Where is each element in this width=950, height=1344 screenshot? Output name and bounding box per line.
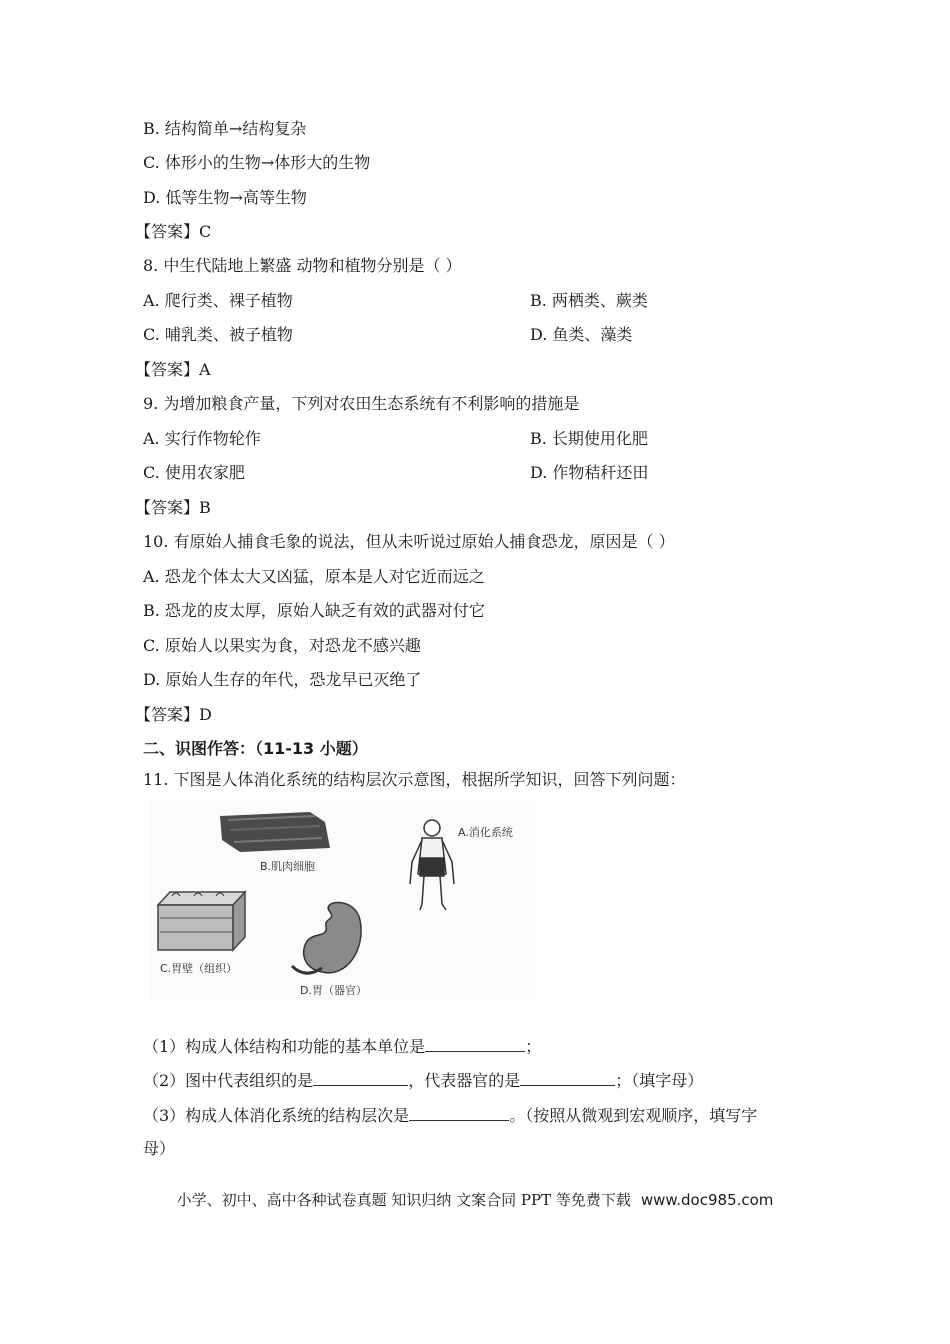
label-stomach: D.胃（器官） bbox=[300, 984, 367, 997]
q11-sub1-blank[interactable] bbox=[425, 1035, 525, 1052]
q8-stem: 8. 中生代陆地上繁盛 动物和植物分别是（ ） bbox=[143, 256, 462, 275]
q9-option-a: A. 实行作物轮作 bbox=[143, 429, 261, 448]
q9-option-d: D. 作物秸秆还田 bbox=[530, 463, 649, 482]
footer-url[interactable]: www.doc985.com bbox=[640, 1191, 774, 1209]
q8-option-d: D. 鱼类、藻类 bbox=[530, 325, 633, 344]
q10-option-c: C. 原始人以果实为食，对恐龙不感兴趣 bbox=[143, 636, 421, 655]
q11-sub3-end: 。（按照从微观到宏观顺序，填写字 bbox=[509, 1106, 758, 1125]
q11-sub1 bbox=[143, 1035, 541, 1058]
q11-sub3-continued: 母） bbox=[143, 1139, 176, 1158]
q11-sub2-mid: ，代表器官的是 bbox=[408, 1071, 521, 1090]
q7-answer: 【答案】C bbox=[135, 222, 212, 241]
q8-option-c: C. 哺乳类、被子植物 bbox=[143, 325, 293, 344]
label-muscle-cell: B.肌肉细胞 bbox=[260, 860, 316, 873]
q11-sub2-blank-organ[interactable] bbox=[520, 1069, 615, 1086]
q10-option-a: A. 恐龙个体太大又凶猛，原本是人对它近而远之 bbox=[143, 567, 485, 586]
label-digestive-system: A.消化系统 bbox=[458, 826, 513, 839]
q9-option-b: B. 长期使用化肥 bbox=[530, 429, 648, 448]
q11-stem: 11. 下图是人体消化系统的结构层次示意图，根据所学知识，回答下列问题： bbox=[143, 770, 686, 789]
q8-option-b: B. 两栖类、蕨类 bbox=[530, 291, 648, 310]
q11-sub2-end: ；（填字母） bbox=[615, 1071, 704, 1090]
q7-option-c: C. 体形小的生物→体形大的生物 bbox=[143, 153, 371, 172]
q9-option-c: C. 使用农家肥 bbox=[143, 463, 245, 482]
stomach-wall-tissue-illustration bbox=[158, 892, 245, 950]
q11-sub2-blank-tissue[interactable] bbox=[313, 1069, 408, 1086]
q11-sub3 bbox=[143, 1104, 757, 1127]
stomach-organ-illustration bbox=[292, 902, 361, 973]
q10-answer: 【答案】D bbox=[135, 705, 212, 724]
q9-stem: 9. 为增加粮食产量，下列对农田生态系统有不利影响的措施是 bbox=[143, 394, 580, 413]
q11-sub3-text: （3）构成人体消化系统的结构层次是 bbox=[143, 1106, 410, 1125]
q7-option-b: B. 结构简单→结构复杂 bbox=[143, 119, 307, 138]
q8-option-a: A. 爬行类、裸子植物 bbox=[143, 291, 293, 310]
section-heading: 二、识图作答：（11-13 小题） bbox=[143, 739, 368, 758]
q9-answer: 【答案】B bbox=[135, 498, 211, 517]
q11-sub2 bbox=[143, 1069, 703, 1092]
q11-sub3-blank[interactable] bbox=[409, 1104, 509, 1121]
digestive-system-figure bbox=[150, 800, 535, 1000]
q11-sub1-text: （1）构成人体结构和功能的基本单位是 bbox=[143, 1037, 426, 1056]
label-stomach-wall: C.胃壁（组织） bbox=[160, 962, 238, 975]
q10-option-b: B. 恐龙的皮太厚，原始人缺乏有效的武器对付它 bbox=[143, 601, 485, 620]
footer-text: 小学、初中、高中各种试卷真题 知识归纳 文案合同 PPT 等免费下载 bbox=[176, 1191, 631, 1209]
human-body-illustration bbox=[410, 820, 454, 910]
q11-sub1-end: ； bbox=[525, 1037, 542, 1056]
q7-option-d: D. 低等生物→高等生物 bbox=[143, 188, 307, 207]
q8-answer: 【答案】A bbox=[135, 360, 211, 379]
page-footer bbox=[0, 1189, 950, 1210]
muscle-cell-illustration bbox=[220, 812, 330, 852]
q11-sub2-text: （2）图中代表组织的是 bbox=[143, 1071, 314, 1090]
q10-option-d: D. 原始人生存的年代，恐龙早已灭绝了 bbox=[143, 670, 422, 689]
q10-stem: 10. 有原始人捕食毛象的说法，但从未听说过原始人捕食恐龙，原因是（ ） bbox=[143, 532, 675, 551]
